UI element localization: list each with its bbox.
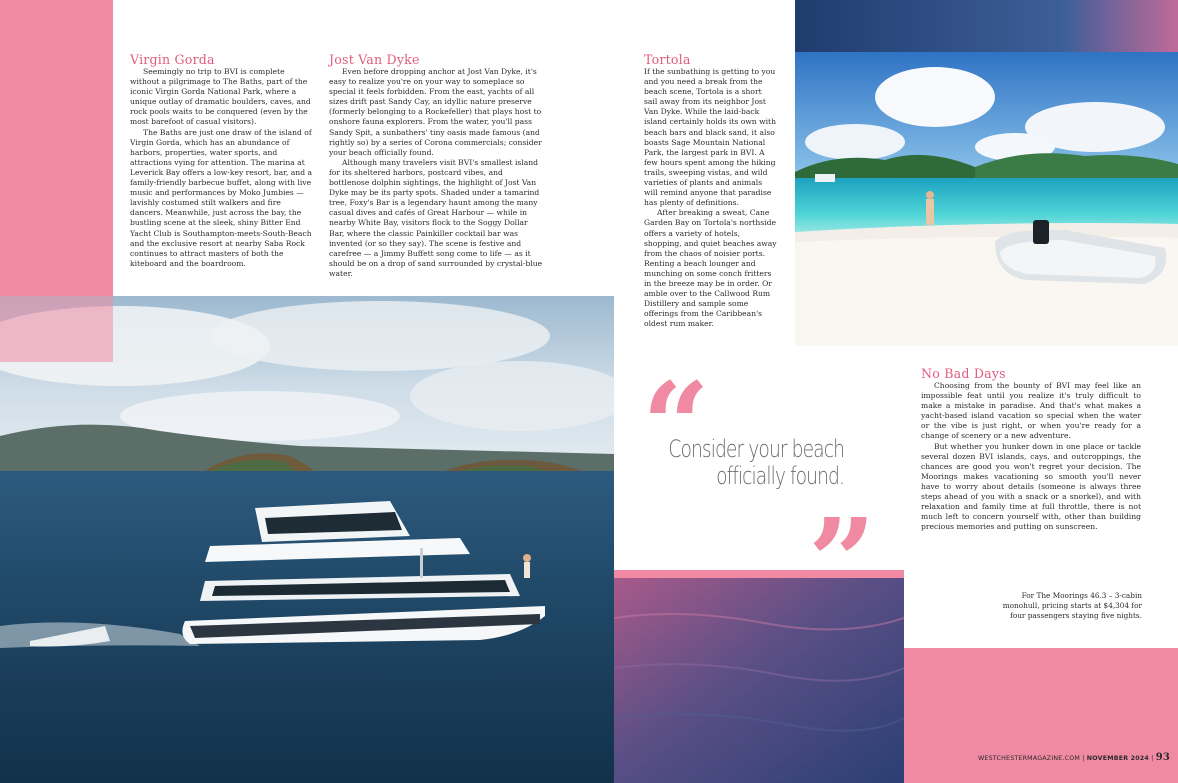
pull-quote-line-1: Consider your beach: [668, 435, 844, 463]
virgin-gorda-paragraph-2: The Baths are just one draw of the island of Virgin Gorda, which has an abundance of harbors, properties, water sports, and attractions vying for attention. The marina at Leverick Bay offers a low-key resort, bar, and a family-friendly barbecue buffet, along with live music and performances by Moko Jumbies — lavishly costumed stilt walkers and fire dancers. Meanwhile, just across the bay, the bustling scene at the sleek, shiny Bitter End Yacht Club is Southampton-meets-South-Beach and the exclusive resort at nearby Saba Rock continues to attract masters of both the kiteboard and the boardroom.: [130, 127, 313, 268]
footer-divider-2: |: [1151, 755, 1156, 762]
yacht-photo: [0, 296, 614, 783]
footer-site: WESTCHESTERMAGAZINE.COM: [978, 755, 1081, 762]
pull-quote: [610, 436, 844, 490]
virgin-gorda-paragraph-1: Seemingly no trip to BVI is complete without a pilgrimage to The Baths, part of the iconic Virgin Gorda National Park, where a unique outlay of dramatic boulders, caves, and rock pools waits to be conquered (even by the most barefoot of casual visitors).: [130, 67, 311, 127]
no-bad-days-heading: No Bad Days: [921, 366, 1006, 381]
no-bad-days-paragraph-2: But whether you hunker down in one place or tackle several dozen BVI islands, cays, and outcroppings, the chances are good you won't regret your decision. The Moorings makes vacationing so smooth you'll never have to worry about details (someone is always three steps ahead of you with a snack or a snorkel), and with relaxation and family time at full throttle, there is not much left to concern yourself with, other than building precious memories and putting on sunscreen.: [921, 441, 1141, 532]
beach-photo: [795, 52, 1178, 346]
jost-van-dyke-paragraph-1: Even before dropping anchor at Jost Van Dyke, it's easy to realize you're on your way to someplace so special it feels forbidden. From the east, yachts of all sizes drift past Sandy Cay, an idyllic nature preserve (formerly belonging to a Rockefeller) that plays host to onshore fauna explorers. From the water, you'll pass Sandy Spit, a sunbathers' tiny oasis made famous (and rightly so) by a series of Corona commercials; consider your beach officially found.: [329, 67, 542, 157]
jost-van-dyke-heading: Jost Van Dyke: [329, 52, 420, 67]
footer-issue: NOVEMBER 2024: [1086, 755, 1149, 762]
tortola-heading: Tortola: [644, 52, 691, 67]
close-quote-mark: ”: [808, 492, 876, 631]
pink-block-top-right: [795, 0, 1178, 52]
tortola-column: [644, 53, 777, 329]
pricing-caption: For The Moorings 46.3 – 3-cabin monohull, pricing starts at $4,304 for four passengers staying five nights.: [1002, 591, 1142, 620]
jost-van-dyke-column: [329, 53, 544, 279]
pull-quote-line-2: officially found.: [716, 462, 844, 490]
page-footer: [978, 752, 1171, 763]
page-number: 93: [1155, 752, 1171, 763]
tortola-paragraph-1: If the sunbathing is getting to you and you need a break from the beach scene, Tortola is a short sail away from its neighbor Jost Van Dyke. While the laid-back island certainly holds its own with beach bars and black sand, it also boasts Sage Mountain National Park, the largest park in BVI. A few hours spent among the hiking trails, sweeping vistas, and wild varieties of plants and animals will remind anyone that paradise has plenty of definitions.: [644, 67, 776, 208]
open-quote-mark: “: [642, 356, 710, 495]
footer-divider: |: [1082, 755, 1087, 762]
no-bad-days-paragraph-1: Choosing from the bounty of BVI may feel like an impossible feat until you realize it's truly difficult to make a mistake in paradise. And that's what makes a yacht-based island vacation so special when the water or the vibe is just right, or when you're ready for a change of scenery or a new adventure.: [921, 381, 1141, 441]
tortola-paragraph-2: After breaking a sweat, Cane Garden Bay on Tortola's northside offers a variety of hotels, shopping, and quiet beaches away from the chaos of noisier ports. Renting a beach lounger and munching on some conch fritters in the breeze may be in order. Or amble over to the Callwood Rum Distillery and sample some offerings from the Caribbean's oldest rum maker.: [644, 208, 777, 329]
virgin-gorda-heading: Virgin Gorda: [130, 52, 215, 67]
virgin-gorda-column: [130, 53, 312, 269]
no-bad-days-column: [921, 367, 1141, 532]
jost-van-dyke-paragraph-2: Although many travelers visit BVI's smallest island for its sheltered harbors, postcard vibes, and bottlenose dolphin sightings, the highlight of Jost Van Dyke may be its party spots. Shaded under a tamarind tree, Foxy's Bar is a legendary haunt among the many casual dives and cafés of Great Harbour — while in nearby White Bay, visitors flock to the Soggy Dollar Bar, where the classic Painkiller cocktail bar was invented (or so they say). The scene is festive and carefree — a Jimmy Buffett song come to life — as it should be on a drop of sand surrounded by crystal-blue water.: [329, 157, 543, 278]
